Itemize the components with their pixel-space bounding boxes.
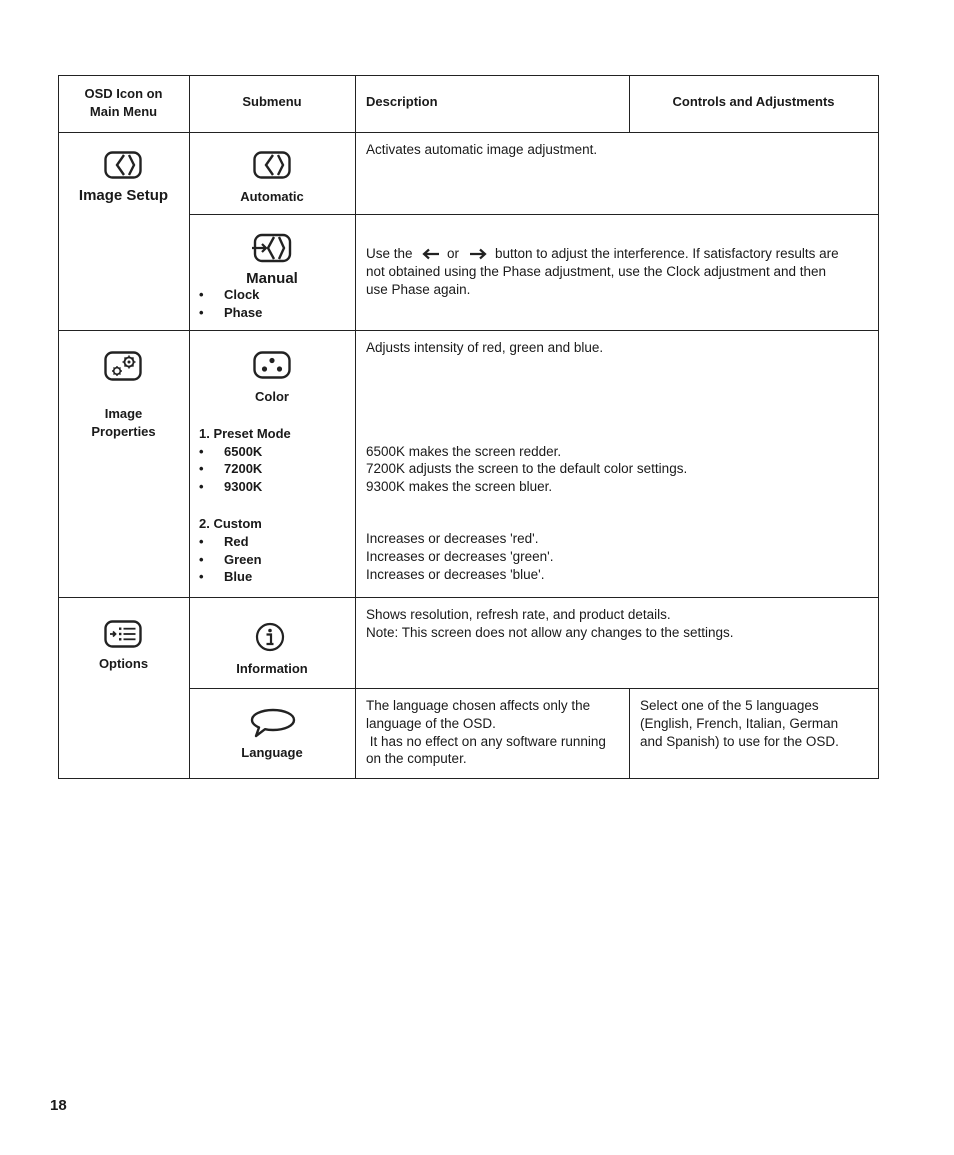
custom-description: Increases or decreases 'green'. xyxy=(366,549,554,564)
preset-item: 9300K xyxy=(224,479,263,494)
row-divider xyxy=(189,688,879,689)
information-note: Note: This screen does not allow any changes to the settings. xyxy=(366,625,734,640)
language-controls: and Spanish) to use for the OSD. xyxy=(640,734,839,749)
manual-item-phase: Phase xyxy=(224,305,263,320)
header-osd-icon: OSD Icon on Main Menu xyxy=(84,86,163,119)
language-description: It has no effect on any software running xyxy=(366,734,606,749)
image-setup-label: Image Setup xyxy=(78,187,169,204)
row-divider xyxy=(58,330,879,331)
manual-desc-line3: use Phase again. xyxy=(366,282,471,297)
manual-desc-line1: button to adjust the interference. If satisfactory results are xyxy=(495,246,839,261)
page-number: 18 xyxy=(50,1097,67,1114)
bullet: • xyxy=(199,479,204,494)
automatic-description: Activates automatic image adjustment. xyxy=(366,142,598,157)
custom-description: Increases or decreases 'red'. xyxy=(366,531,539,546)
bullet: • xyxy=(199,461,204,476)
language-label: Language xyxy=(241,745,303,760)
manual-label: Manual xyxy=(246,270,298,287)
left-arrow-icon xyxy=(422,248,440,260)
language-icon xyxy=(250,708,296,738)
header-divider xyxy=(58,132,879,133)
options-icon xyxy=(104,620,142,648)
language-controls: Select one of the 5 languages xyxy=(640,698,819,713)
bullet: • xyxy=(199,534,204,549)
bullet: • xyxy=(199,305,204,320)
manual-icon xyxy=(252,233,292,263)
custom-item: Green xyxy=(224,552,262,567)
preset-item: 7200K xyxy=(224,461,263,476)
row-divider xyxy=(58,597,879,598)
information-description: Shows resolution, refresh rate, and product details. xyxy=(366,607,671,622)
manual-desc-prefix: Use the xyxy=(366,246,413,261)
color-description: Adjusts intensity of red, green and blue. xyxy=(366,340,604,355)
preset-description: 7200K adjusts the screen to the default color settings. xyxy=(366,461,688,476)
right-arrow-icon xyxy=(469,248,487,260)
preset-description: 6500K makes the screen redder. xyxy=(366,444,562,459)
language-description: language of the OSD. xyxy=(366,716,496,731)
language-description: The language chosen affects only the xyxy=(366,698,591,713)
preset-mode-heading: 1. Preset Mode xyxy=(199,426,291,441)
table-border-right xyxy=(878,75,879,779)
header-description: Description xyxy=(366,94,438,109)
header-controls: Controls and Adjustments xyxy=(672,94,835,109)
manual-desc-or: or xyxy=(447,246,460,261)
language-description: on the computer. xyxy=(366,751,467,766)
image-setup-icon xyxy=(104,151,142,179)
table-border-bottom xyxy=(58,778,879,779)
preset-description: 9300K makes the screen bluer. xyxy=(366,479,553,494)
bullet: • xyxy=(199,552,204,567)
bullet: • xyxy=(199,569,204,584)
osd-menu-table xyxy=(58,75,879,779)
automatic-label: Automatic xyxy=(240,189,304,204)
language-controls: (English, French, Italian, German xyxy=(640,716,839,731)
image-properties-label: Image Properties xyxy=(91,406,156,439)
custom-heading: 2. Custom xyxy=(199,516,262,531)
header-submenu: Submenu xyxy=(242,94,302,109)
options-label: Options xyxy=(98,656,149,671)
column-divider xyxy=(629,688,630,779)
bullet: • xyxy=(199,444,204,459)
image-properties-icon xyxy=(104,351,142,381)
custom-description: Increases or decreases 'blue'. xyxy=(366,567,545,582)
information-icon xyxy=(255,622,285,652)
preset-item: 6500K xyxy=(224,444,263,459)
automatic-icon xyxy=(253,151,291,179)
column-divider xyxy=(355,75,356,779)
information-label: Information xyxy=(236,661,308,676)
custom-item: Blue xyxy=(224,569,253,584)
row-divider xyxy=(189,214,879,215)
color-label: Color xyxy=(255,389,289,404)
color-icon xyxy=(253,351,291,379)
bullet: • xyxy=(199,287,204,302)
custom-item: Red xyxy=(224,534,249,549)
manual-item-clock: Clock xyxy=(224,287,260,302)
table-border-top xyxy=(58,75,879,76)
manual-desc-line2: not obtained using the Phase adjustment, use the Clock adjustment and then xyxy=(366,264,827,279)
